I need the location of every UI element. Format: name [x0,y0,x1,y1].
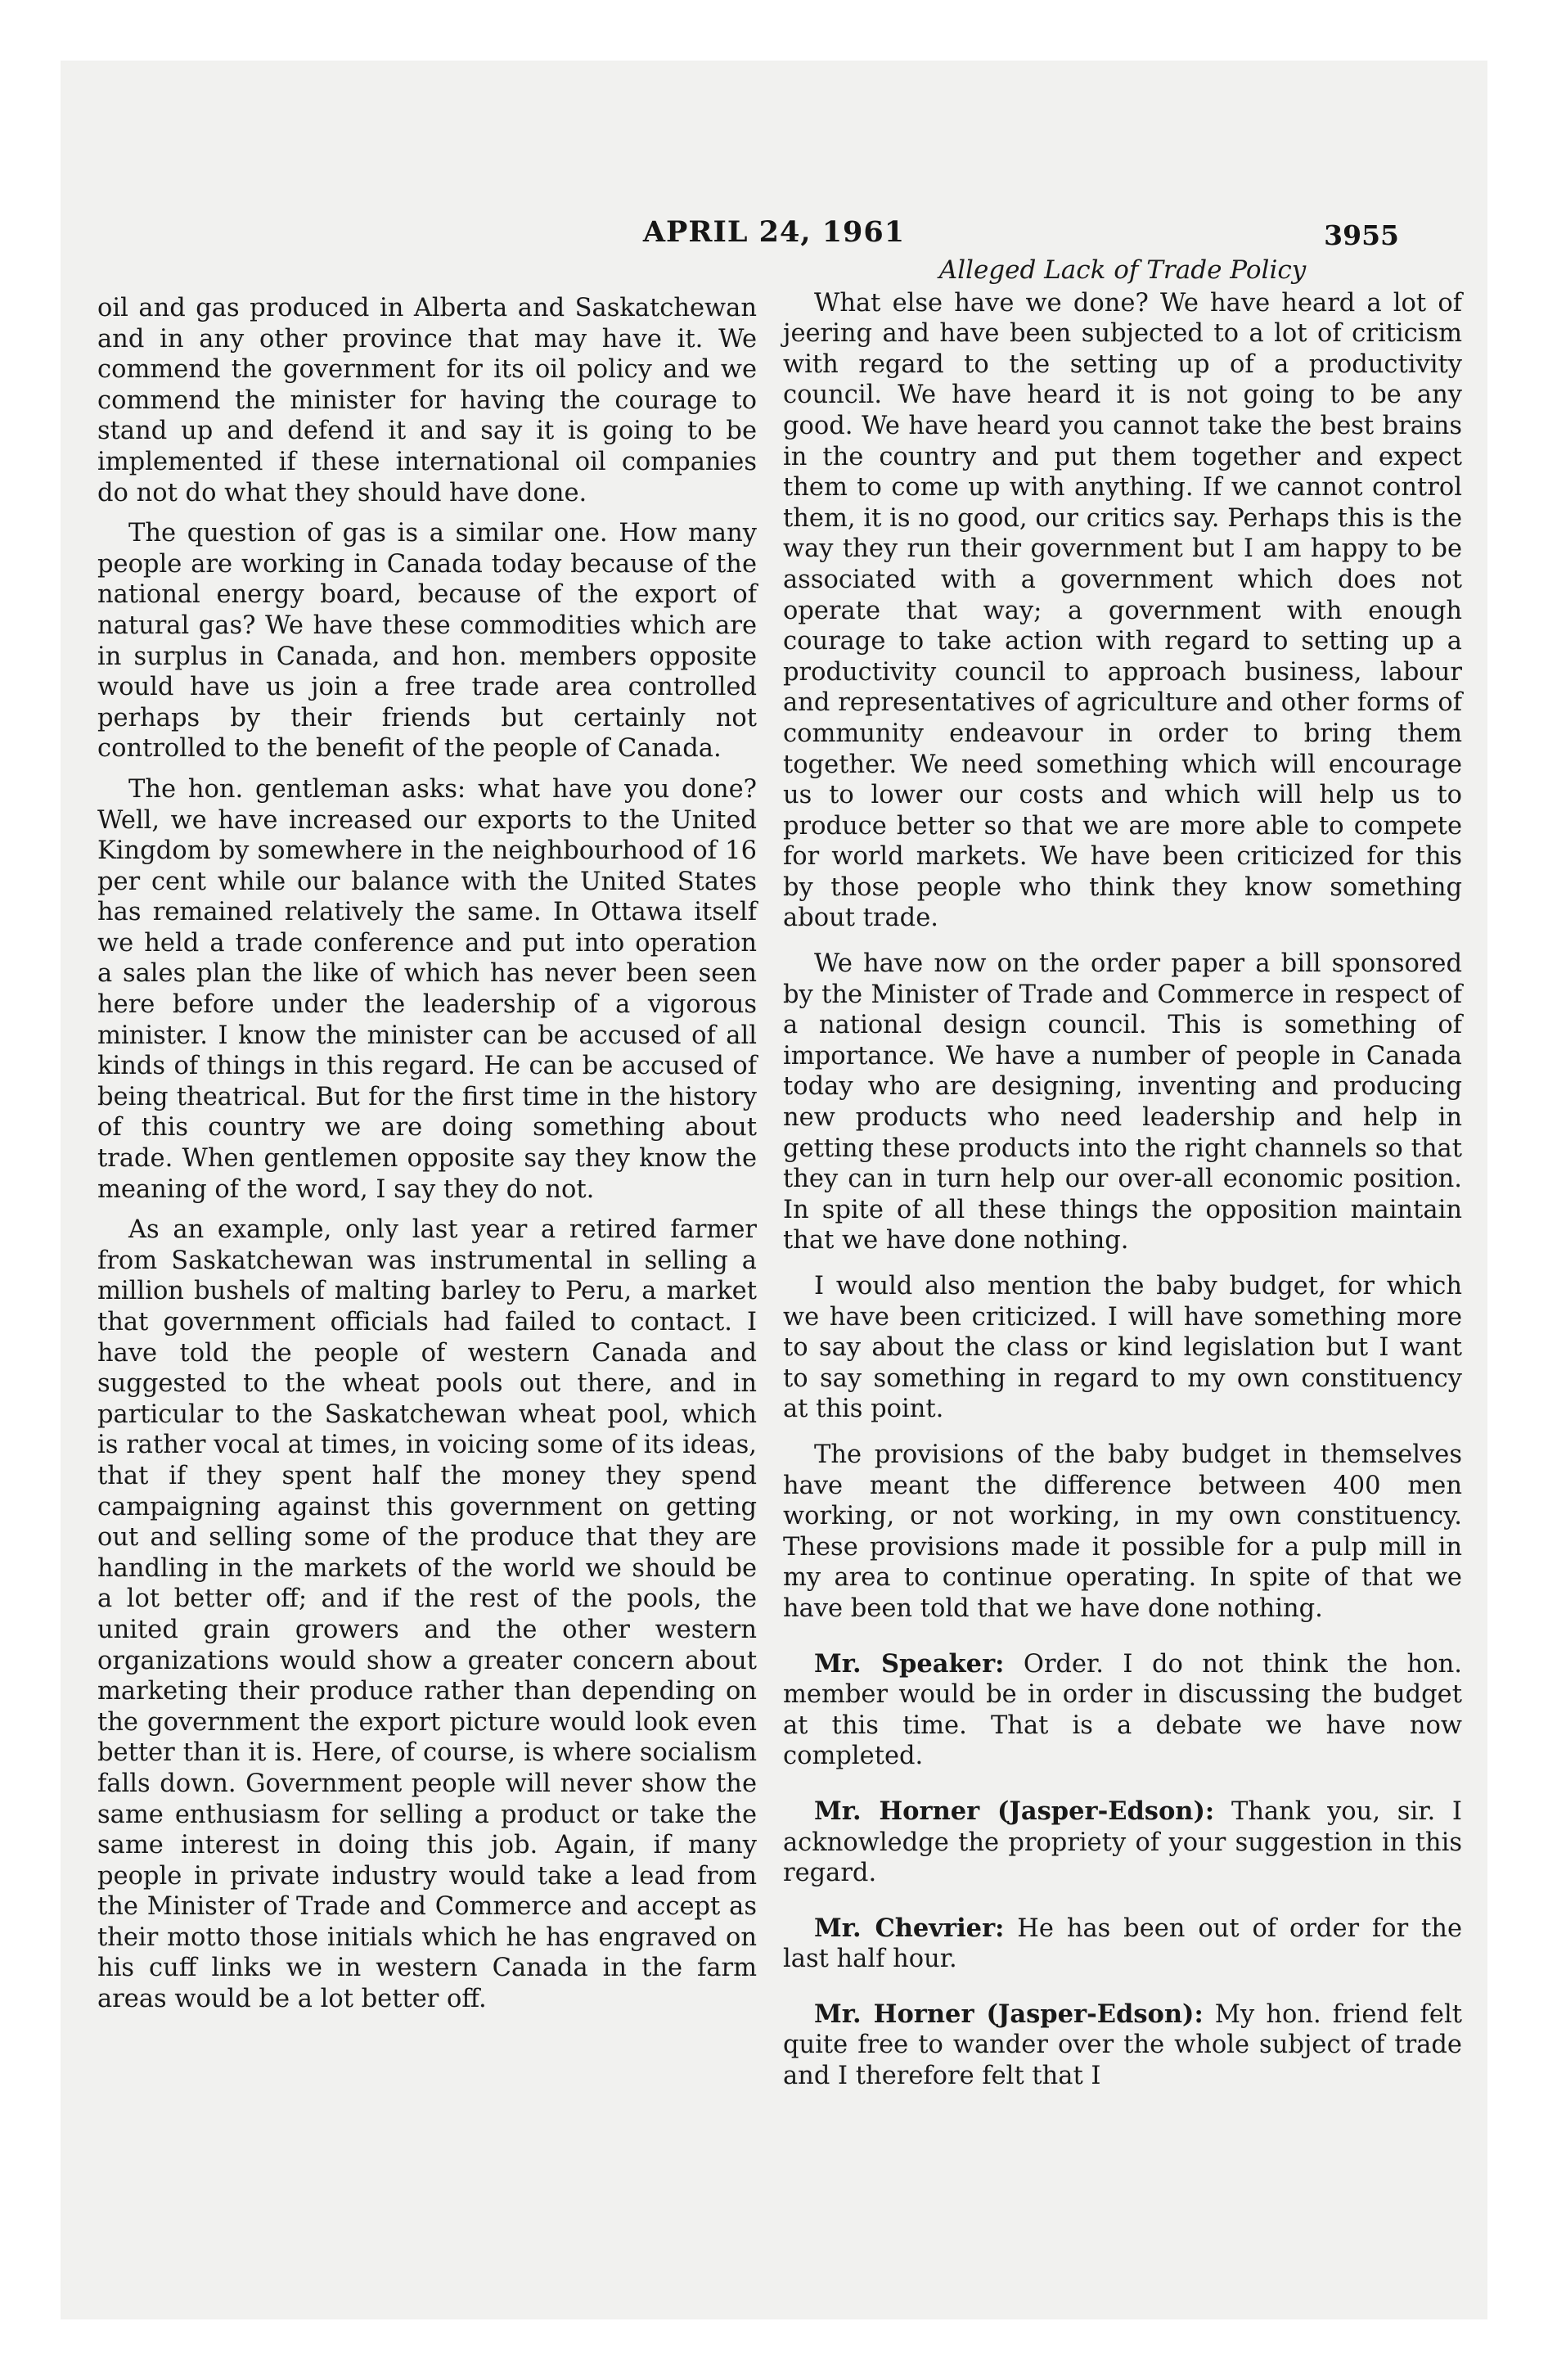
left-column [97,293,757,2234]
paragraph: The provisions of the baby budget in themselves have meant the difference between 400 men working, or not working, in my own constituency. These provisions made it possible for a pulp mill in my area to continue operating. In spite of that we have been told that we have done nothing. [783,1440,1462,1623]
speech-exchange [783,1999,1462,2092]
speaker-name: Mr. Speaker: [814,1648,1005,1679]
speech-text: He has been out of order for the last half hour. [783,1913,1462,1974]
paragraph: oil and gas produced in Alberta and Saskatchewan and in any other province that may have it. We commend the government for its oil policy and we commend the minister for having the courage to stand up and defend it and say it is going to be implemented if these international oil companies do not do what they should have done. [97,294,757,507]
speech-text: Order. I do not think the hon. member would be in order in discussing the budget at this time. That is a debate we have now completed. [783,1649,1462,1771]
hansard-page [61,61,1487,2319]
page-number: 3955 [1324,219,1399,251]
speech-exchange [783,1913,1462,1975]
right-column [783,255,1462,2197]
speaker-name: Mr. Horner (Jasper-Edson): [814,1999,1204,2029]
speech-text: Thank you, sir. I acknowledge the propriety of your suggestion in this regard. [783,1796,1462,1888]
speech-text: My hon. friend felt quite free to wander over the whole subject of trade and I therefore felt that I [783,1999,1462,2091]
paragraph: What else have we done? We have heard a lot of jeering and have been subjected to a lot of criticism with regard to the setting up of a productivity council. We have heard it is not going to be any good. We have heard you cannot take the best brains in the country and put them together and expect them to come up with anything. If we cannot control them, it is no good, our critics say. Perhaps this is the way they run their government but I am happy to be associated with a government which does not operate that way; a government with enough courage to take action with regard to setting up a productivity council to approach business, labour and representatives of agriculture and other forms of community endeavour in order to bring them together. We need something which will encourage us to lower our costs and which will help us to produce better so that we are more able to compete for world markets. We have been criticized for this by those people who think they know something about trade. [783,288,1462,933]
section-subheading: Alleged Lack of Trade Policy [938,255,1307,285]
paragraph: We have now on the order paper a bill sponsored by the Minister of Trade and Commerce in respect of a national design council. This is something of importance. We have a number of people in Canada today who are designing, inventing and producing new products who need leadership and help in getting these products into the right channels so that they can in turn help our over-all economic position. In spite of all these things the opposition maintain that we have done nothing. [783,949,1462,1255]
paragraph: The question of gas is a similar one. How many people are working in Canada today because of the national energy board, because of the export of natural gas? We have these commodities which are in surplus in Canada, and hon. members opposite would have us join a free trade area controlled perhaps by their friends but certainly not controlled to the benefit of the people of Canada. [97,519,757,764]
speech-exchange [783,1649,1462,1772]
speaker-name: Mr. Horner (Jasper-Edson): [814,1796,1215,1826]
speech-exchange [783,1796,1462,1889]
paragraph: I would also mention the baby budget, for which we have been criticized. I will have something more to say about the class or kind legislation but I want to say something in regard to my own constituency at this point. [783,1272,1462,1424]
speaker-name: Mr. Chevrier: [814,1913,1005,1943]
paragraph: The hon. gentleman asks: what have you done? Well, we have increased our exports to the United Kingdom by somewhere in the neighbourhood of 16 per cent while our balance with the United States has remained relatively the same. In Ottawa itself we held a trade conference and put into operation a sales plan the like of which has never been seen here before under the leadership of a vigorous minister. I know the minister can be accused of all kinds of things in this regard. He can be accused of being theatrical. But for the first time in the history of this country we are doing something about trade. When gentlemen opposite say they know the meaning of the word, I say they do not. [97,774,757,1204]
paragraph: As an example, only last year a retired farmer from Saskatchewan was instrumental in selling a million bushels of malting barley to Peru, a market that government officials had failed to contact. I have told the people of western Canada and suggested to the wheat pools out there, and in particular to the Saskatchewan wheat pool, which is rather vocal at times, in voicing some of its ideas, that if they spent half the money they spend campaigning against this government on getting out and selling some of the produce that they are handling in the markets of the world we should be a lot better off; and if the rest of the pools, the united grain growers and the other western organizations would show a greater concern about marketing their produce rather than depending on the government the export picture would look even better than it is. Here, of course, is where socialism falls down. Government people will never show the same enthusiasm for selling a product or take the same interest in doing this job. Again, if many people in private industry would take a lead from the Minister of Trade and Commerce and accept as their motto those initials which he has engraved on his cuff links we in western Canada in the farm areas would be a lot better off. [97,1215,757,2014]
header-date: APRIL 24, 1961 [642,215,906,249]
